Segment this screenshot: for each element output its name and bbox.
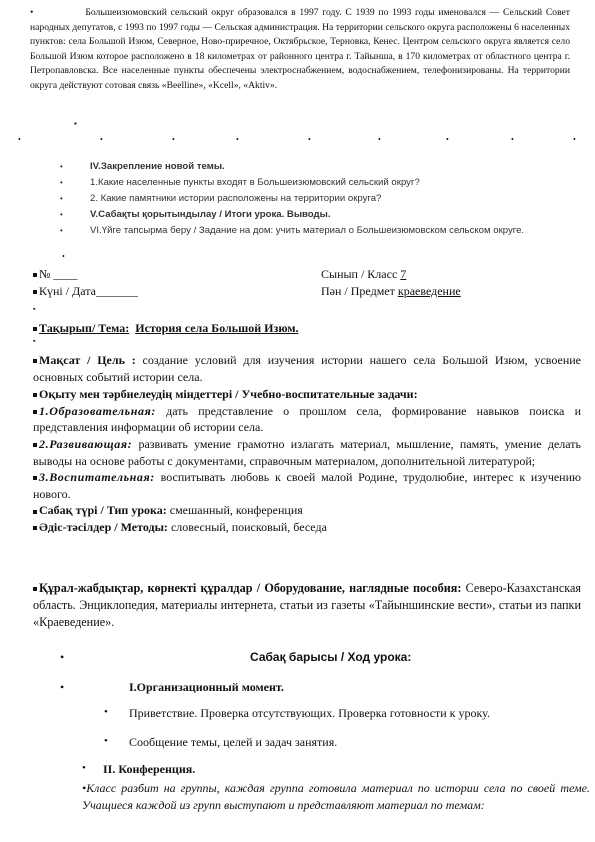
dot: • (18, 135, 21, 144)
subject-label: Пән / Предмет (321, 283, 398, 298)
bullet: • (104, 706, 108, 718)
list-item: • 1.Какие населенные пункты входят в Большеизюмовский сельский округ? (60, 177, 420, 188)
bullet: • (60, 650, 65, 664)
task-1-label: 1.Образовательная: (39, 403, 156, 418)
tasks-heading: Оқыту мен тәрбиелеудің міндеттері / Учебно-воспитательные задачи: (39, 387, 418, 402)
intro-text: Большеизюмовский сельский округ образовался в 1997 году. С 1939 по 1993 годы именовался — Сельский Совет народных депутатов, с 1993 по 1997 годы — Сельская администрация. На территории сельского округа расположены 6 населенных пунктов: села Большой Изюм, Северное, Ново-приречное, Октябрьское, Терновка, Кенес. Центром сельского округа является село Большой Изюм которое расположено в 18 километрах от районного центра г. Тайынша, в 170 километрах от областного центра г. Петропавловска. Все населенные пункты обеспечены электроснабжением, водоснабжением, телефонизированы. На территории округа действуют сотовая связь «Beelline», «Kcell», «Aktiv». (30, 7, 570, 91)
topic-line (33, 320, 581, 337)
topic-value: История села Большой Изюм. (135, 321, 299, 335)
bullet: • (104, 735, 108, 747)
dot: • (100, 135, 103, 144)
task-3-label: 3.Воспитательная: (39, 470, 155, 485)
dot-row (18, 119, 578, 146)
org-moment: I.Организационный момент. (129, 680, 284, 694)
square-bullet: ▪ (33, 305, 36, 313)
number-field: № ____ (39, 267, 78, 281)
conference-text: •Класс разбит на группы, каждая группа готовила материал по истории села по своей теме. Учащиеся каждой из групп выступают и представляют материал по темам: (82, 781, 590, 812)
task-2-label: 2.Развивающая: (39, 436, 133, 451)
equipment-label: Құрал-жабдықтар, көрнекті құралдар / Оборудование, наглядные пособия: (39, 581, 462, 595)
methods-label: Әдіс-тәсілдер / Методы: (39, 519, 168, 534)
course-title: Сабақ барысы / Ход урока: (250, 650, 412, 664)
dot: • (511, 135, 514, 144)
class-value: 7 (400, 267, 407, 281)
lesson-header (33, 266, 581, 299)
topic-label: Тақырып/ Тема: (39, 321, 130, 335)
list-item: • 2. Какие памятники истории расположены на территории округа? (60, 193, 382, 204)
goals-block (33, 352, 581, 536)
goal-text: создание условий для изучения истории нашего села Большой Изюм, усвоение основных событий истории села. (33, 353, 581, 384)
list-item: • IV.Закрепление новой темы. (60, 161, 225, 172)
class-label: Сынып / Класс (321, 267, 401, 281)
intro-bullet: • (30, 7, 34, 18)
lesson-type-value: смешанный, конференция (169, 503, 303, 518)
square-bullet: ▪ (33, 337, 36, 345)
dot: ▪ (74, 119, 77, 128)
task-3-text: воспитывать любовь к своей малой Родине, трудолюбие, интерес к изучению нового. (33, 470, 581, 501)
list-item: • V.Сабақты қорытындылау / Итоги урока. Выводы. (60, 209, 331, 220)
dot: • (573, 135, 576, 144)
course-item-2: Сообщение темы, целей и задач занятия. (129, 735, 338, 749)
equipment-text: Северо-Казахстанская область. Энциклопедия, материалы интернета, статьи из газеты «Тайыншинские вести», статьи из папки «Краеведение». (33, 581, 581, 629)
list-item: • VI.Үйге тапсырма беру / Задание на дом: учить материал о Большеизюмовском сельском округе. (60, 225, 525, 236)
dot: • (446, 135, 449, 144)
dot: • (308, 135, 311, 144)
subject-value: краеведение (397, 283, 461, 298)
dot: • (172, 135, 175, 144)
equipment-block (33, 580, 581, 631)
dot: • (236, 135, 239, 144)
task-2-text: развивать умение грамотно излагать материал, мышление, память, умение делать выводы на основе работы с документами, справочным материалом, дополнительной литературой; (33, 436, 582, 468)
course-item-1: Приветствие. Проверка отсутствующих. Проверка готовности к уроку. (129, 706, 490, 720)
date-field: Күні / Дата_______ (39, 283, 139, 298)
bullet: • (82, 762, 86, 774)
empty-bullet: • (62, 252, 65, 261)
intro-paragraph (30, 6, 570, 94)
lesson-type-label: Сабақ түрі / Тип урока: (39, 503, 167, 518)
methods-value: словесный, поисковый, беседа (170, 519, 327, 534)
dot: • (378, 135, 381, 144)
goal-label: Мақсат / Цель : (39, 353, 136, 367)
task-1-text: дать представление о прошлом села, формирование навыков поиска и представления информации об истории села. (33, 403, 581, 435)
conference-heading: II. Конференция. (103, 762, 196, 776)
bullet: • (60, 680, 65, 694)
section-4-list (60, 159, 590, 239)
